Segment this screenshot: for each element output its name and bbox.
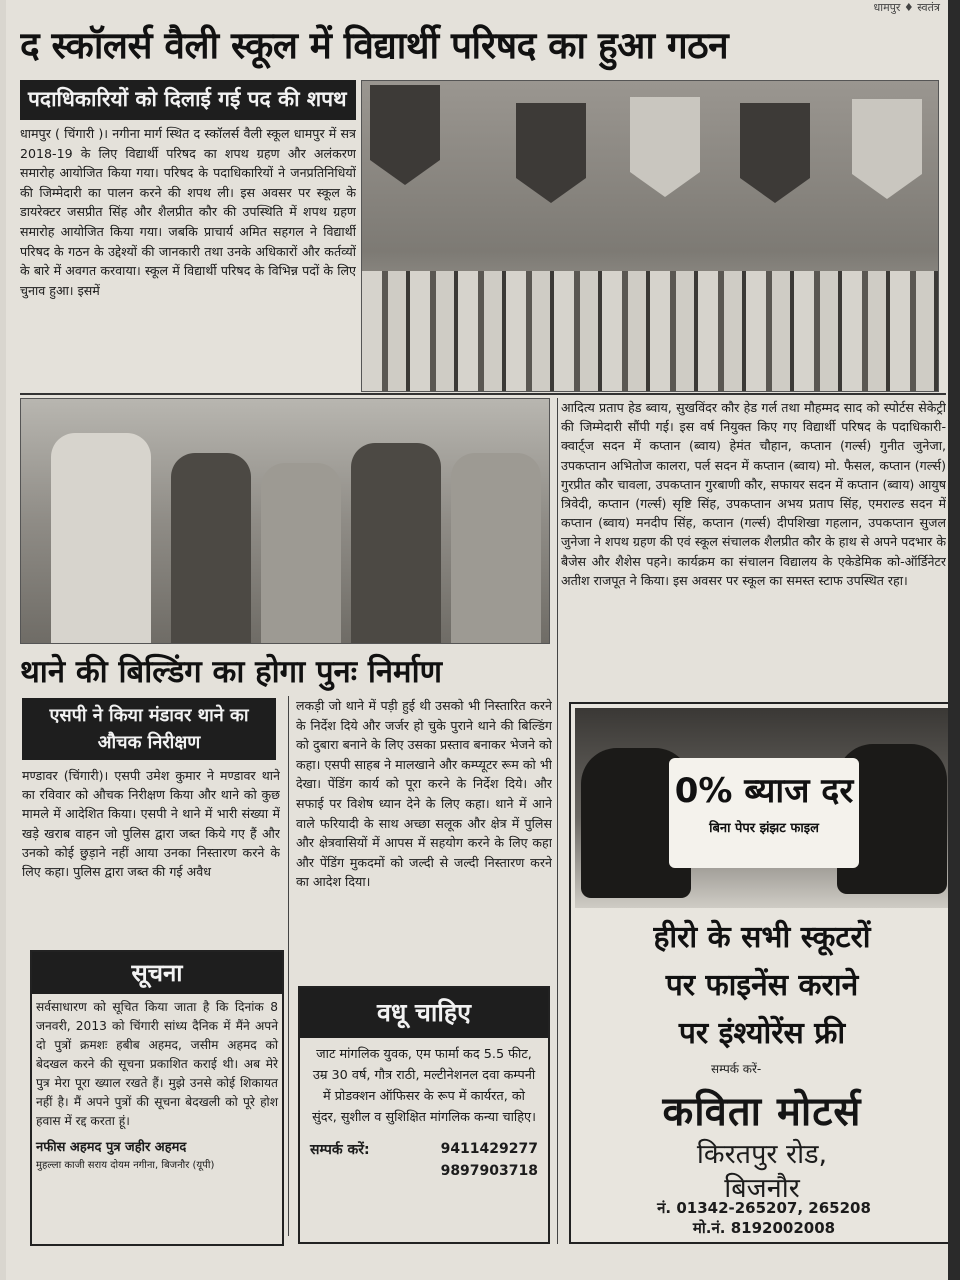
page-edge-shadow xyxy=(948,0,960,1280)
article2-body-right: लकड़ी जो थाने में पड़ी हुई थी उसको भी निस्तारित करने के निर्देश दिये और जर्जर हो चुके पुराने थाने की बिल्डिंग को दुबारा बनाने के लिए उसका प्रस्ताव बनाकर भेजने को कहा। एसपी साहब ने मालखाने और कम्प्यूटर रूम को भी देखा। पेंडिंग कार्य को पूरा करने के निर्देश दिये। और सफाई पर विशेष ध्यान देने के लिए कहा। थाने में आने वाले फरियादी के साथ अच्छा सलूक और क्षेत्र में पुलिस और क्षेत्रवासियों में आपस में सहयोग करने के लिए कहा और पेंडिंग मुकदमों को जल्दी से जल्दी निस्तारण करने का आदेश दिया। xyxy=(296,698,552,890)
article2-headline: थाने की बिल्डिंग का होगा पुनः निर्माण xyxy=(20,654,443,690)
ad-address-line: किरतपुर रोड, xyxy=(696,1139,828,1170)
scooter-image xyxy=(575,708,949,908)
offer-subtext: बिना पेपर झंझट फाइल xyxy=(709,821,819,836)
article1-subhead: पदाधिकारियों को दिलाई गई पद की शपथ xyxy=(20,80,356,120)
column-divider xyxy=(557,398,558,1244)
top-strip-text: धामपुर ♦ स्वतंत्र xyxy=(873,1,940,14)
newspaper-page xyxy=(6,0,954,1280)
ad-contact-label: सम्पर्क करें- xyxy=(711,1062,762,1076)
notice-signature: नफीस अहमद पुत्र जहीर अहमद xyxy=(36,1140,187,1155)
matrimonial-phones xyxy=(441,1138,538,1182)
ad-address-line: बिजनौर xyxy=(724,1173,800,1204)
banner-flag xyxy=(852,99,922,199)
notice-box xyxy=(30,950,284,1246)
ad-mobile: मो.नं. 8192002008 xyxy=(692,1219,836,1237)
officer-figure xyxy=(171,453,251,643)
matrimonial-contact xyxy=(300,1134,548,1182)
matrimonial-ad xyxy=(298,986,550,1244)
matrimonial-body: जाट मांगलिक युवक, एम फार्मा कद 5.5 फीट, उम्र 30 वर्ष, गौत्र राठी, मल्टीनेशनल दवा कम्पनी में प्रोडक्शन ऑफिसर के रूप में कार्यरत, को सुंदर, सुशील व सुशिक्षित मांगलिक कन्या चाहिए। xyxy=(312,1047,536,1125)
banner-flag xyxy=(516,103,586,203)
motors-advertisement xyxy=(569,702,955,1244)
officer-figure xyxy=(51,433,151,643)
matrimonial-title: वधू चाहिए xyxy=(300,988,548,1038)
ad-headline-line: पर फाइनेंस कराने xyxy=(665,968,859,1003)
officer-figure xyxy=(351,443,441,643)
police-inspection-photo xyxy=(20,398,550,644)
school-ceremony-photo xyxy=(361,80,939,392)
banner-flag xyxy=(630,97,700,197)
officer-figure xyxy=(261,463,341,643)
article1-body: धामपुर ( चिंगारी )। नगीना मार्ग स्थित द स्कॉलर्स वैली स्कूल धामपुर में सत्र 2018-19 के लिए विद्यार्थी परिषद का शपथ ग्रहण और अलंकरण समारोह आयोजित किया गया। परिषद के पदाधिकारियों ने जनप्रतिनिधियों की जिम्मेदारी का पालन करने की शपथ ली। इस अवसर पर स्कूल के डायरेक्टर जसप्रीत सिंह और शैलप्रीत कौर की उपस्थिति में शपथ ग्रहण समारोह आयोजित किया गया। जबकि प्राचार्य अमित सहगल ने विद्यार्थी परिषद के गठन के उद्देश्यों की जानकारी तथा उनके अधिकारों और कर्तव्यों के बारे में अवगत करवाया। स्कूल में विद्यार्थी परिषद के विभिन्न पदों के लिए चुनाव हुआ। इसमें xyxy=(20,126,356,298)
ad-phone: नं. 01342-265207, 265208 xyxy=(657,1199,871,1217)
article1-continuation: आदित्य प्रताप हेड ब्वाय, सुखविंदर कौर हेड गर्ल तथा मौहम्मद साद को स्पोर्टस सेकेट्री की जिम्मेदारी सौंपी गई। इस वर्ष नियुक्त किए गए विद्यार्थी परिषद के पदाधिकारी-क्वार्ट्ज सदन में कप्तान (ब्वाय) हेमंत चौहान, कप्तान (गर्ल्स) गुनीत जुनेजा, उपकप्तान अभितोज कालरा, पर्ल सदन में कप्तान (ब्वाय) मो. फैसल, कप्तान (गर्ल्स) गुरप्रीत कौर चावला, उपकप्तान गुरबाणी कौर, सफायर सदन में कप्तान (ब्वाय) आयुष त्रिवेदी, कप्तान (गर्ल्स) सृष्टि सिंह, उपकप्तान अभय प्रताप सिंह, एमराल्ड सदन में कप्तान (ब्वाय) मनदीप सिंह, कप्तान (गर्ल्स) दीपशिखा गहलान, उपकप्तान सुजल जुनेजा ने शपथ ग्रहण की एवं स्कूल संचालक शैलप्रीत कौर के हाथ से अपने पदभार के बैजेस और शैशेस पहने। कार्यक्रम का संचालन विद्यालय के एकेडेमिक को-ऑर्डिनेटर अतीश राजपूत ने किया। इस अवसर पर स्कूल का समस्त स्टाफ उपस्थित रहा। xyxy=(561,400,946,588)
banner-flag xyxy=(740,103,810,203)
ad-headline xyxy=(577,914,947,1060)
article2-body-left: मण्डावर (चिंगारी)। एसपी उमेश कुमार ने मण्डावर थाने का रविवार को औचक निरीक्षण किया और थाने को कुछ मामले में आदेशित किया। एसपी ने थाने में भारी संख्या में खड़े खराब वाहन जो पुलिस द्वारा जब्त किये गए हैं और उनको कोई छुड़ाने नहीं आया उनका निस्तारण करने के लिए कहा। पुलिस द्वारा जब्त की गई अवैध xyxy=(22,768,280,880)
notice-title: सूचना xyxy=(32,952,282,994)
matrimonial-phone: 9411429277 xyxy=(440,1141,538,1157)
article2-subhead: एसपी ने किया मंडावर थाने का औचक निरीक्षण xyxy=(22,698,276,760)
matrimonial-contact-label: सम्पर्क करें: xyxy=(310,1142,370,1158)
finance-offer xyxy=(669,758,859,868)
students-row xyxy=(362,271,939,391)
article1-headline: द स्कॉलर्स वैली स्कूल में विद्यार्थी परिषद का हुआ गठन xyxy=(20,24,729,67)
banner-flag xyxy=(370,85,440,185)
ad-address xyxy=(577,1138,947,1206)
ad-brand: कविता मोटर्स xyxy=(662,1088,862,1135)
notice-body: सर्वसाधारण को सूचित किया जाता है कि दिनांक 8 जनवरी, 2013 को चिंगारी सांध्य दैनिक में मैंने अपने दो पुत्रों क्रमशः हबीब अहमद, जसीम अहमद को बेदखल करने की सूचना प्रकाशित कराई थी। अब मेरे पुत्र मेरा पूरा ख्याल रखते हैं। मुझे उनसे कोई शिकायत नहीं है। मैं अपने पुत्रों की सूचना बेदखली को पूरे होश हवास में रद्द करता हूं। xyxy=(36,1000,278,1128)
officer-figure xyxy=(451,453,541,643)
offer-rate: 0% ब्याज दर xyxy=(674,771,854,811)
notice-address: मुहल्ला काजी सराय दोयम नगीना, बिजनौर (यूपी) xyxy=(36,1160,215,1171)
ad-headline-line: हीरो के सभी स्कूटरों xyxy=(653,920,871,955)
top-strip xyxy=(6,0,954,14)
ad-headline-line: पर इंश्योरेंस फ्री xyxy=(678,1016,846,1051)
section-divider xyxy=(20,393,946,395)
matrimonial-phone: 9897903718 xyxy=(440,1163,538,1179)
column-divider xyxy=(288,696,289,1236)
